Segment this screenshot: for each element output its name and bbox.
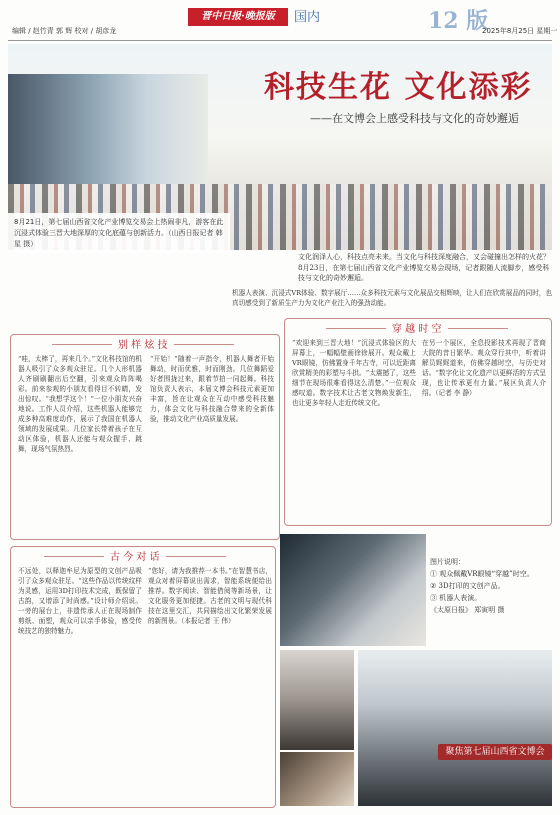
robot-show-photo bbox=[358, 650, 552, 806]
section-title-1: 别 样 炫 技 bbox=[118, 336, 168, 351]
editor-credits: 编辑 / 赵竹青 郭 辉 校对 / 胡彦龙 bbox=[12, 27, 117, 35]
section-2-col-a: “欢迎来到三晋大地！”沉浸式体验区的大屏幕上，一幅幅壁画徐徐展开。观众戴上VR眼镜，仿佛置身千年古寺，可以近距离欣赏精美的彩塑与斗拱。“太震撼了，这些细节在现场很难看得这么清楚。”一位观众感叹道。数字技术让古老文物焕发新生，也让更多年轻人走近传统文化。 bbox=[292, 339, 416, 407]
topic-banner: 聚焦第七届山西省文博会 bbox=[438, 744, 552, 760]
headline: 科技生花 文化添彩 bbox=[264, 70, 533, 105]
photo-caption: 8月21日，第七届山西省文化产业博览交易会上热闹非凡，游客在此沉浸式体验三晋大地深厚的文化底蕴与创新活力。（山西日报记者 韩 星 摄） bbox=[8, 213, 230, 253]
page-header bbox=[8, 4, 558, 40]
page-number: 12 版 bbox=[428, 8, 489, 34]
photo-legend bbox=[430, 556, 552, 654]
legend-item-1: ① 观众佩戴VR眼镜“穿越”时空。 bbox=[430, 570, 534, 578]
section-name: 国内 bbox=[294, 10, 321, 25]
legend-credit: 《太原日报》 郑寅明 摄 bbox=[430, 606, 505, 614]
subheadline: ——在文博会上感受科技与文化的奇妙邂逅 bbox=[310, 112, 519, 125]
intro-lead: 文化润泽人心，科技点亮未来。当文化与科技深度融合，又会碰撞出怎样的火花？8月23日，在第七届山西省文化产业博览交易会现场，记者跟随人流脚步，感受科技与文化的奇妙邂逅。 bbox=[298, 253, 550, 282]
legend-item-2: ② 3D打印的文创产品。 bbox=[430, 582, 505, 590]
section-title-3: 古 今 对 话 bbox=[110, 548, 160, 563]
3d-print-photo bbox=[280, 650, 354, 750]
section-2-col-b: 在另一个展区，全息投影技术再现了晋商大院的昔日繁华。观众穿行其中，听着讲解员娓娓道来，仿佛穿越时空，与历史对话。“数字化让文化遗产以更鲜活的方式呈现，也让传承更有力量。”展区负责人介绍。（记者 李 静） bbox=[422, 339, 546, 397]
section-1-col-a: “哇，太棒了，再来几个。”文化科技馆的机器人吸引了众多观众驻足。几个人形机器人齐刷刷翻出后空翻，引来观众阵阵喝彩。前来参观的小朋友看得目不转睛，发出惊叹。“我想学这个！”一位小朋友兴奋地说。工作人员介绍，这些机器人能够完成多种高难度动作，展示了我国在机器人领域的发展成果。几位家长带着孩子在互动区体验，机器人还能与观众握手、跳舞，现场气氛热烈。 bbox=[18, 355, 142, 453]
legend-item-3: ③ 机器人表演。 bbox=[430, 594, 482, 602]
masthead-logo: 晋中日报·晚报版 bbox=[188, 8, 288, 26]
section-3-col-b: “您好，请为我推荐一本书。”在智慧书店，观众对着屏幕说出需求，智能系统便给出推荐。数字阅读、智能借阅等新场景，让文化服务更加便捷。古老的文明与现代科技在这里交汇，共同描绘出文化繁荣发展的新图景。（本报记者 王 伟） bbox=[148, 567, 272, 625]
section-3-col-a: 不远处，以释迦牟尼为原型的文创产品吸引了众多观众驻足。“这些作品以传统纹样为灵感，运用3D打印技术完成，既保留了古韵，又增添了时尚感。”设计师介绍说。一旁的展台上，非遗传承人正在现场制作剪纸、面塑，观众可以亲手体验，感受传统技艺的独特魅力。 bbox=[18, 567, 142, 635]
exhibition-screens-image bbox=[8, 74, 208, 184]
exhibit-detail-photo bbox=[280, 752, 354, 806]
section-title-2: 穿 越 时 空 bbox=[392, 320, 442, 335]
header-divider bbox=[8, 40, 552, 41]
issue-date: 2025年8月25日 星期一 bbox=[482, 27, 558, 35]
vr-experience-photo bbox=[280, 534, 426, 646]
legend-title: 图片说明： bbox=[430, 558, 465, 566]
section-1-col-b: “开始！”随着一声指令，机器人舞者开始舞动，时而优雅，时而刚劲。几位舞蹈爱好者围拢过来，跟着节拍一同起舞。科技馆负责人表示，本届文博会科技元素更加丰富，旨在让观众在互动中感受科技魅力，体会文化与科技融合带来的全新体验，推动文化产业高质量发展。 bbox=[150, 355, 274, 423]
intro-body: 机器人表演、沉浸式VR体验、数字展厅……众多科技元素与文化展品交相辉映，让人们在欣赏展品的同时，也真切感受到了新质生产力为文化产业注入的强劲动能。 bbox=[232, 289, 552, 307]
